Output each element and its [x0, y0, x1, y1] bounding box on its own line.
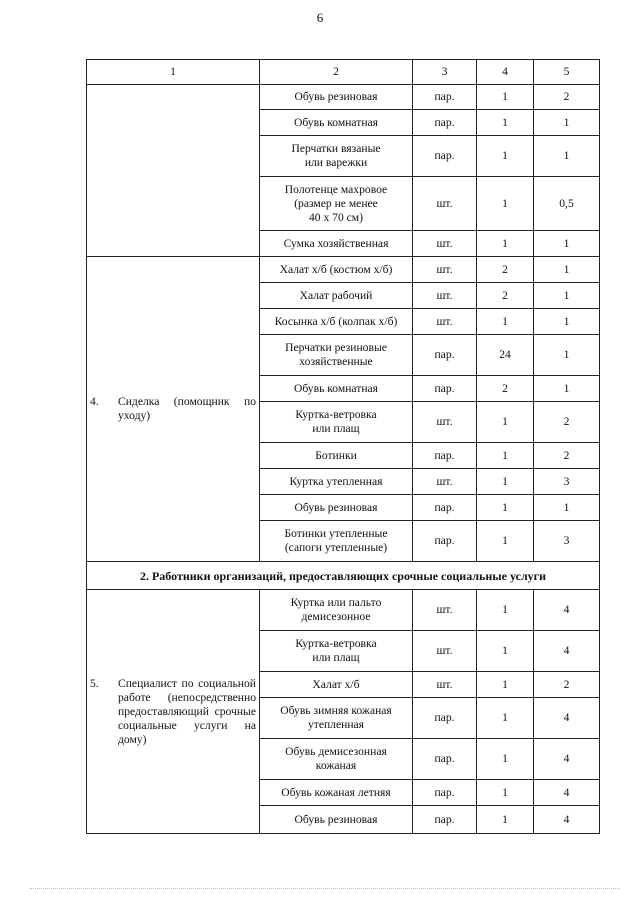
item-name: Куртка или пальто демисезонное — [260, 590, 413, 631]
position-cell — [87, 590, 260, 834]
clothing-norms-table — [86, 59, 600, 834]
position-number: 4. — [90, 395, 99, 408]
item-quantity: 2 — [477, 283, 534, 309]
item-unit: шт. — [413, 402, 477, 443]
item-period: 4 — [534, 590, 600, 631]
position-cell — [87, 257, 260, 562]
item-unit: пар. — [413, 443, 477, 469]
item-quantity: 1 — [477, 672, 534, 698]
item-period: 2 — [534, 85, 600, 110]
item-name: Обувь комнатная — [260, 376, 413, 402]
item-period: 2 — [534, 443, 600, 469]
item-quantity: 1 — [477, 590, 534, 631]
item-period: 4 — [534, 631, 600, 672]
item-unit: шт. — [413, 672, 477, 698]
table-row — [87, 590, 600, 631]
item-quantity: 1 — [477, 85, 534, 110]
item-name: Сумка хозяйственная — [260, 231, 413, 257]
item-period: 1 — [534, 309, 600, 335]
header-cell: 1 — [87, 60, 260, 85]
item-quantity: 1 — [477, 780, 534, 806]
item-unit: шт. — [413, 590, 477, 631]
item-unit: пар. — [413, 806, 477, 834]
item-name: Косынка х/б (колпак х/б) — [260, 309, 413, 335]
item-quantity: 1 — [477, 469, 534, 495]
header-cell: 4 — [477, 60, 534, 85]
header-cell: 5 — [534, 60, 600, 85]
item-name: Перчатки вязаные или варежки — [260, 136, 413, 177]
item-quantity: 2 — [477, 257, 534, 283]
table-row — [87, 85, 600, 110]
item-quantity: 1 — [477, 631, 534, 672]
item-unit: пар. — [413, 136, 477, 177]
item-unit: пар. — [413, 698, 477, 739]
item-quantity: 1 — [477, 402, 534, 443]
item-name: Перчатки резиновые хозяйственные — [260, 335, 413, 376]
item-name: Обувь зимняя кожаная утепленная — [260, 698, 413, 739]
item-period: 3 — [534, 521, 600, 562]
item-unit: пар. — [413, 739, 477, 780]
position-number: 5. — [90, 676, 99, 690]
item-period: 2 — [534, 402, 600, 443]
item-period: 2 — [534, 672, 600, 698]
item-name: Обувь комнатная — [260, 110, 413, 136]
item-name: Халат рабочий — [260, 283, 413, 309]
header-cell: 3 — [413, 60, 477, 85]
position-wrap — [90, 395, 256, 423]
item-period: 3 — [534, 469, 600, 495]
position-title: Сиделка (помощник по уходу) — [118, 395, 256, 422]
item-quantity: 2 — [477, 376, 534, 402]
item-period: 1 — [534, 495, 600, 521]
item-name: Халат х/б (костюм х/б) — [260, 257, 413, 283]
item-period: 4 — [534, 780, 600, 806]
item-period: 1 — [534, 283, 600, 309]
item-unit: пар. — [413, 110, 477, 136]
position-title: Специалист по социальной работе (непосредственно предоставляющий срочные социальные услуги на дому) — [118, 676, 256, 746]
item-quantity: 1 — [477, 698, 534, 739]
header-cell: 2 — [260, 60, 413, 85]
item-name: Куртка-ветровка или плащ — [260, 631, 413, 672]
item-unit: шт. — [413, 309, 477, 335]
item-period: 1 — [534, 257, 600, 283]
item-unit: пар. — [413, 521, 477, 562]
item-unit: пар. — [413, 85, 477, 110]
item-period: 1 — [534, 110, 600, 136]
item-name: Обувь резиновая — [260, 85, 413, 110]
item-name: Полотенце махровое (размер не менее 40 х 70 см) — [260, 177, 413, 231]
item-unit: шт. — [413, 631, 477, 672]
item-name: Обувь кожаная летняя — [260, 780, 413, 806]
item-name: Обувь резиновая — [260, 495, 413, 521]
item-name: Ботинки утепленные (сапоги утепленные) — [260, 521, 413, 562]
item-period: 4 — [534, 739, 600, 780]
item-period: 4 — [534, 806, 600, 834]
table-row — [87, 257, 600, 283]
item-unit: шт. — [413, 283, 477, 309]
item-quantity: 1 — [477, 177, 534, 231]
item-quantity: 1 — [477, 309, 534, 335]
scan-artifact-line — [30, 888, 620, 890]
item-quantity: 1 — [477, 136, 534, 177]
item-name: Ботинки — [260, 443, 413, 469]
item-unit: пар. — [413, 780, 477, 806]
item-period: 0,5 — [534, 177, 600, 231]
item-unit: пар. — [413, 376, 477, 402]
item-period: 4 — [534, 698, 600, 739]
item-name: Куртка-ветровка или плащ — [260, 402, 413, 443]
item-unit: шт. — [413, 469, 477, 495]
item-period: 1 — [534, 231, 600, 257]
page-number: 6 — [316, 10, 324, 25]
item-unit: шт. — [413, 231, 477, 257]
item-quantity: 24 — [477, 335, 534, 376]
item-period: 1 — [534, 136, 600, 177]
item-unit: шт. — [413, 257, 477, 283]
item-quantity: 1 — [477, 231, 534, 257]
item-quantity: 1 — [477, 443, 534, 469]
header-row — [87, 60, 600, 85]
item-name: Обувь демисезонная кожаная — [260, 739, 413, 780]
item-quantity: 1 — [477, 495, 534, 521]
section-row — [87, 562, 600, 590]
item-quantity: 1 — [477, 110, 534, 136]
position-cell — [87, 85, 260, 257]
item-name: Обувь резиновая — [260, 806, 413, 834]
position-wrap — [90, 677, 256, 747]
item-period: 1 — [534, 335, 600, 376]
item-name: Халат х/б — [260, 672, 413, 698]
item-quantity: 1 — [477, 739, 534, 780]
item-quantity: 1 — [477, 521, 534, 562]
section-title: 2. Работники организаций, предоставляющих срочные социальные услуги — [87, 562, 600, 590]
item-unit: шт. — [413, 177, 477, 231]
item-period: 1 — [534, 376, 600, 402]
item-unit: пар. — [413, 335, 477, 376]
item-name: Куртка утепленная — [260, 469, 413, 495]
item-unit: пар. — [413, 495, 477, 521]
item-quantity: 1 — [477, 806, 534, 834]
